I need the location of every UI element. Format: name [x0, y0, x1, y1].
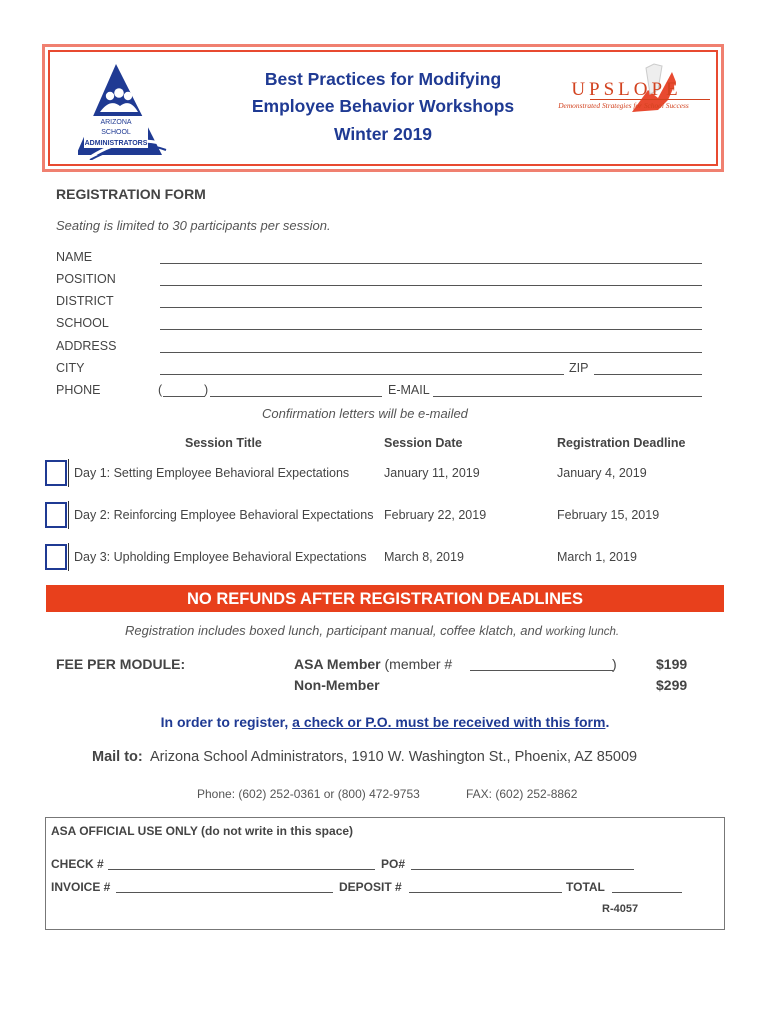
zip-label: ZIP	[569, 361, 589, 375]
name-field[interactable]	[160, 263, 702, 264]
deposit-number-label: DEPOSIT #	[339, 880, 402, 894]
mail-to-line	[92, 749, 637, 765]
session-date-day2: February 22, 2019	[384, 508, 487, 522]
session-deadline-day1: January 4, 2019	[557, 466, 647, 480]
member-number-field[interactable]	[470, 670, 613, 671]
form-heading: REGISTRATION FORM	[56, 186, 206, 202]
header-title-line2: Employee Behavior Workshops	[251, 96, 515, 116]
contact-fax: FAX: (602) 252-8862	[466, 787, 578, 801]
register-instruction	[0, 714, 770, 730]
district-label: DISTRICT	[56, 294, 114, 308]
invoice-number-label: INVOICE #	[51, 880, 111, 894]
member-row	[294, 656, 452, 672]
row-divider	[68, 543, 69, 571]
no-refunds-banner: NO REFUNDS AFTER REGISTRATION DEADLINES	[46, 585, 724, 612]
header-title-line1: Best Practices for Modifying	[264, 69, 502, 89]
member-price: $199	[656, 656, 688, 672]
phone-area-code-field[interactable]	[163, 396, 205, 397]
address-field[interactable]	[160, 352, 702, 353]
position-label: POSITION	[56, 272, 116, 286]
session-date-day1: January 11, 2019	[384, 466, 480, 480]
email-label: E-MAIL	[388, 383, 430, 397]
total-label: TOTAL	[566, 880, 605, 894]
register-requirement-link[interactable]: a check or P.O. must be received with this form	[292, 714, 606, 730]
invoice-number-field[interactable]	[116, 892, 333, 893]
fee-label: FEE PER MODULE:	[56, 656, 186, 672]
name-label: NAME	[56, 250, 93, 264]
register-suffix: .	[605, 714, 610, 730]
upslope-wordmark: UPSLOPE	[571, 79, 682, 100]
nonmember-price: $299	[656, 677, 688, 693]
session-checkbox-day2[interactable]	[45, 502, 67, 528]
email-field[interactable]	[433, 396, 702, 397]
check-number-label: CHECK #	[51, 857, 104, 871]
phone-paren-close: )	[204, 383, 209, 397]
total-field[interactable]	[612, 892, 682, 893]
session-checkbox-day1[interactable]	[45, 460, 67, 486]
mail-address: Arizona School Administrators, 1910 W. Washington St., Phoenix, AZ 85009	[150, 749, 638, 765]
check-number-field[interactable]	[108, 869, 375, 870]
registration-deadline-header: Registration Deadline	[557, 436, 686, 450]
po-number-field[interactable]	[411, 869, 634, 870]
asa-logo-word-3: ADMINISTRATORS	[84, 140, 148, 147]
session-title-day1: Day 1: Setting Employee Behavioral Expectations	[74, 466, 350, 480]
deposit-number-field[interactable]	[409, 892, 562, 893]
address-label: ADDRESS	[56, 339, 117, 353]
header-title-line3: Winter 2019	[333, 124, 433, 144]
mail-label: Mail to:	[92, 749, 143, 765]
phone-number-field[interactable]	[210, 396, 382, 397]
po-number-label: PO#	[381, 857, 406, 871]
upslope-tagline: Demonstrated Strategies for School Success	[558, 101, 689, 110]
upslope-rule	[590, 99, 710, 100]
session-deadline-day2: February 15, 2019	[557, 508, 660, 522]
nonmember-label: Non-Member	[294, 677, 380, 693]
session-title-header: Session Title	[185, 436, 262, 450]
member-number-label: (member #	[384, 656, 453, 672]
member-label: ASA Member	[294, 656, 381, 672]
asa-logo-word-2: SCHOOL	[101, 129, 131, 136]
phone-paren-open: (	[158, 383, 163, 397]
form-code: R-4057	[602, 903, 639, 915]
register-prefix: In order to register,	[160, 714, 289, 730]
includes-note-main: Registration includes boxed lunch, participant manual, coffee klatch, and	[125, 623, 542, 638]
session-checkbox-day3[interactable]	[45, 544, 67, 570]
position-field[interactable]	[160, 285, 702, 286]
includes-note	[125, 623, 619, 638]
row-divider	[68, 459, 69, 487]
row-divider	[68, 501, 69, 529]
school-label: SCHOOL	[56, 316, 109, 330]
seating-note: Seating is limited to 30 participants per session.	[56, 218, 331, 233]
asa-logo-word-1: ARIZONA	[100, 119, 132, 126]
contact-phone: Phone: (602) 252-0361 or (800) 472-9753	[197, 787, 420, 801]
session-date-header: Session Date	[384, 436, 463, 450]
zip-field[interactable]	[594, 374, 702, 375]
city-label: CITY	[56, 361, 85, 375]
school-field[interactable]	[160, 329, 702, 330]
member-close-paren: )	[612, 656, 617, 672]
district-field[interactable]	[160, 307, 702, 308]
official-use-title: ASA OFFICIAL USE ONLY (do not write in this space)	[51, 824, 354, 838]
city-field[interactable]	[160, 374, 564, 375]
phone-label: PHONE	[56, 383, 101, 397]
session-title-day2: Day 2: Reinforcing Employee Behavioral Expectations	[74, 508, 374, 522]
includes-note-tail: working lunch.	[545, 626, 620, 638]
confirmation-note: Confirmation letters will be e-mailed	[262, 406, 468, 421]
session-date-day3: March 8, 2019	[384, 550, 464, 564]
session-title-day3: Day 3: Upholding Employee Behavioral Expectations	[74, 550, 367, 564]
session-deadline-day3: March 1, 2019	[557, 550, 637, 564]
